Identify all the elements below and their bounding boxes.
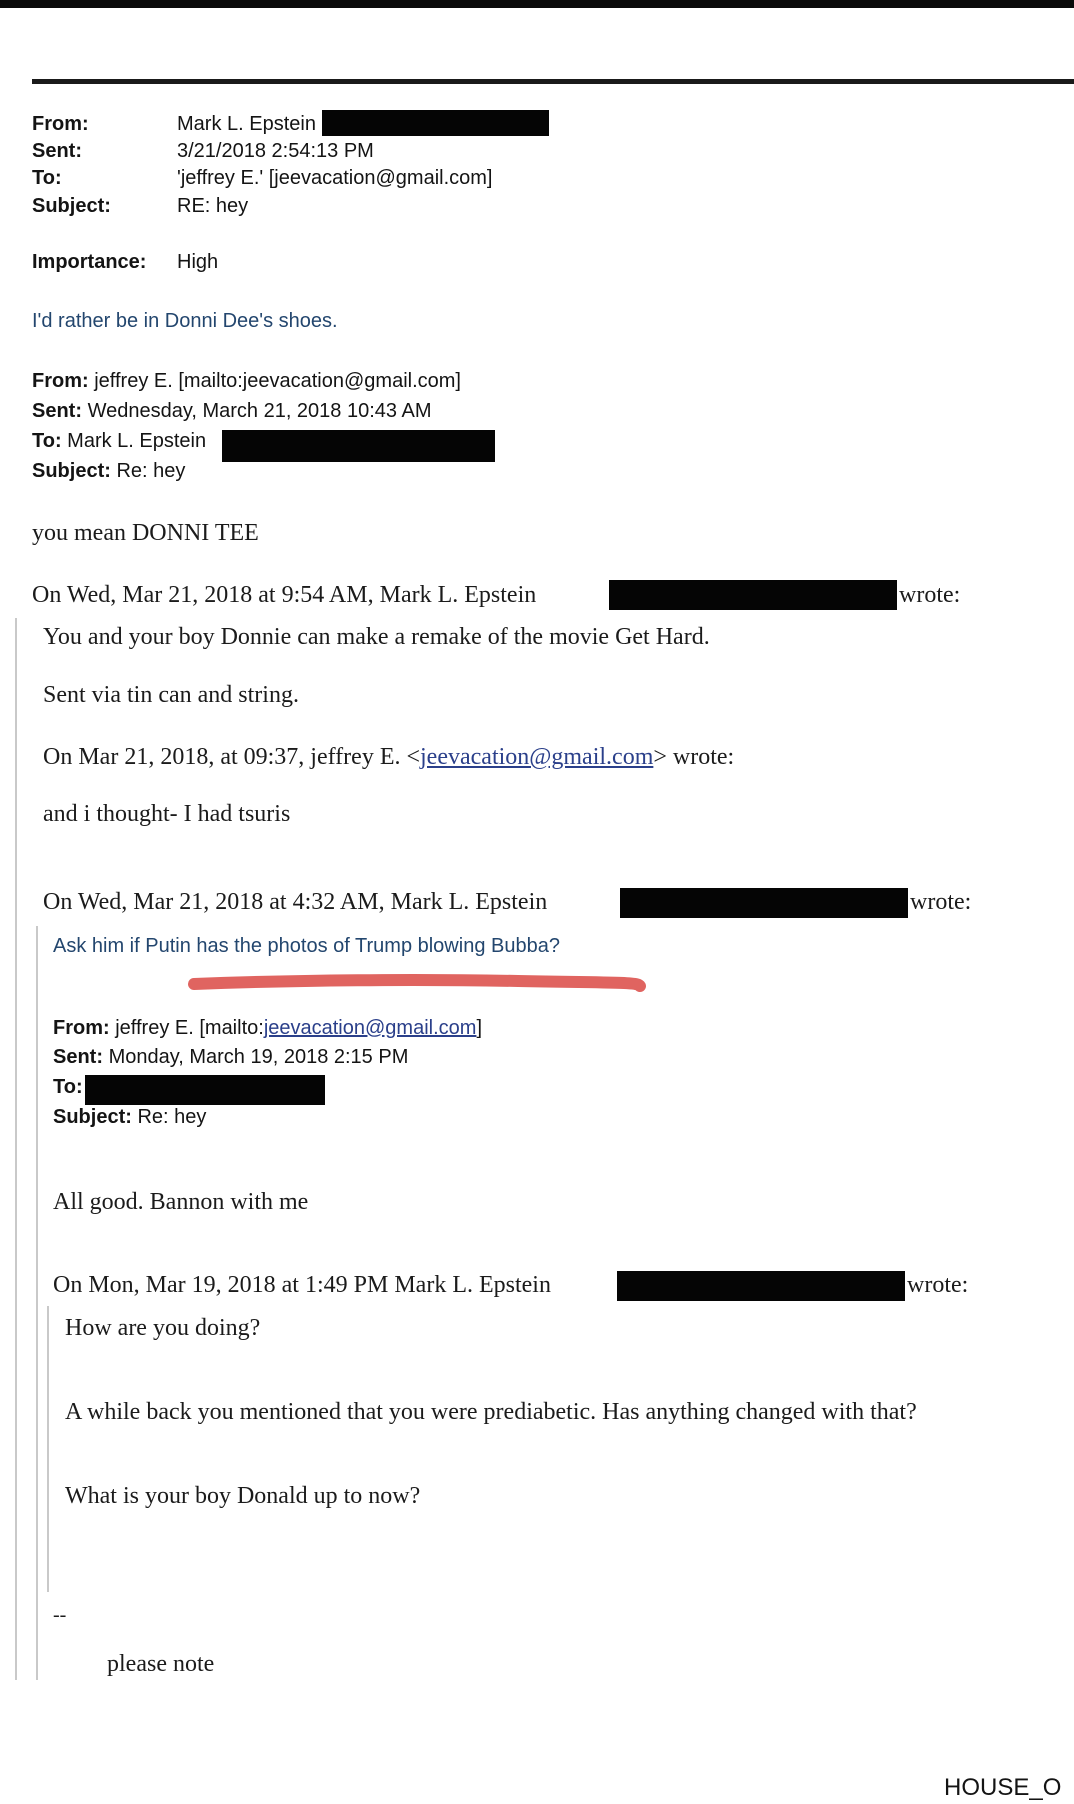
top-border bbox=[0, 0, 1074, 8]
quote-bar bbox=[15, 618, 17, 1680]
quoted2-subject-label: Subject: bbox=[53, 1106, 132, 1128]
bates-number: HOUSE_O bbox=[944, 1774, 1062, 1801]
quoted1-sent-line bbox=[32, 400, 431, 423]
redaction-bar bbox=[222, 430, 495, 462]
wrote2-line bbox=[43, 744, 734, 771]
quoted1-sent-label: Sent: bbox=[32, 400, 82, 422]
sent-label: Sent: bbox=[32, 140, 82, 162]
importance-label: Importance: bbox=[32, 251, 147, 273]
quoted1-from-label: From: bbox=[32, 370, 89, 392]
quoted2-from-suffix: ] bbox=[476, 1017, 482, 1039]
quoted1-subject-label: Subject: bbox=[32, 460, 111, 482]
redaction-bar bbox=[620, 888, 908, 918]
signature-dashes: -- bbox=[53, 1604, 67, 1626]
subject-label: Subject: bbox=[32, 195, 111, 217]
quote-bar bbox=[47, 1306, 49, 1592]
from-label: From: bbox=[32, 113, 89, 135]
quoted2-sent-line bbox=[53, 1046, 408, 1069]
quoted1-to-line bbox=[32, 430, 206, 453]
quoted1-from-value: jeffrey E. [mailto:jeevacation@gmail.com] bbox=[94, 370, 461, 392]
quoted2-from-prefix: jeffrey E. [mailto: bbox=[115, 1017, 264, 1039]
quoted2-from-label: From: bbox=[53, 1017, 110, 1039]
to-label: To: bbox=[32, 167, 62, 189]
redaction-bar bbox=[617, 1271, 905, 1301]
quoted1-sent-value: Wednesday, March 21, 2018 10:43 AM bbox=[87, 400, 432, 422]
wrote2-suffix: > wrote: bbox=[653, 744, 735, 770]
importance-value: High bbox=[177, 251, 219, 273]
to-value: 'jeffrey E.' [jeevacation@gmail.com] bbox=[177, 167, 493, 189]
quoted2-from-line bbox=[53, 1017, 482, 1040]
quoted2-body: All good. Bannon with me bbox=[53, 1189, 309, 1215]
quoted2-sent-label: Sent: bbox=[53, 1046, 103, 1068]
wrote3-prefix: On Wed, Mar 21, 2018 at 4:32 AM, Mark L. Epstein bbox=[43, 889, 548, 915]
msg3: Ask him if Putin has the photos of Trump blowing Bubba? bbox=[53, 935, 560, 957]
msg1: You and your boy Donnie can make a remake of the movie Get Hard. bbox=[43, 624, 710, 650]
quoted1-to-value: Mark L. Epstein bbox=[67, 430, 207, 452]
quoted1-to-label: To: bbox=[32, 430, 62, 452]
wrote3-suffix: wrote: bbox=[910, 889, 972, 915]
wrote4-prefix: On Mon, Mar 19, 2018 at 1:49 PM Mark L. Epstein bbox=[53, 1272, 551, 1298]
red-underline-mark bbox=[188, 970, 648, 998]
quoted1-subject-value: Re: hey bbox=[116, 460, 186, 482]
quoted1-subject-line bbox=[32, 460, 185, 483]
wrote1-suffix: wrote: bbox=[899, 582, 961, 608]
quoted1-from-line bbox=[32, 370, 461, 393]
wrote2-email-link[interactable]: jeevacation@gmail.com bbox=[420, 744, 654, 770]
reply-body: I'd rather be in Donni Dee's shoes. bbox=[32, 310, 338, 332]
quoted2-email-link[interactable]: jeevacation@gmail.com bbox=[263, 1017, 477, 1039]
thread2-line1: How are you doing? bbox=[65, 1315, 261, 1341]
quoted2-sent-value: Monday, March 19, 2018 2:15 PM bbox=[108, 1046, 409, 1068]
redaction-bar bbox=[609, 580, 897, 610]
wrote2-prefix: On Mar 21, 2018, at 09:37, jeffrey E. < bbox=[43, 744, 421, 770]
msg1-signature: Sent via tin can and string. bbox=[43, 682, 299, 708]
thread2-line3: What is your boy Donald up to now? bbox=[65, 1483, 421, 1509]
quoted2-subject-line bbox=[53, 1106, 206, 1129]
from-value: Mark L. Epstein bbox=[177, 113, 316, 135]
redaction-bar bbox=[322, 110, 549, 136]
msg2: and i thought- I had tsuris bbox=[43, 801, 291, 827]
quoted2-to-label: To: bbox=[53, 1076, 83, 1098]
quoted2-subject-value: Re: hey bbox=[137, 1106, 207, 1128]
quoted1-body: you mean DONNI TEE bbox=[32, 520, 259, 546]
closing-note: please note bbox=[107, 1651, 215, 1677]
thread2-line2: A while back you mentioned that you were prediabetic. Has anything changed with that? bbox=[65, 1399, 917, 1425]
header-divider bbox=[32, 79, 1074, 84]
wrote1-prefix: On Wed, Mar 21, 2018 at 9:54 AM, Mark L. Epstein bbox=[32, 582, 537, 608]
quote-bar bbox=[36, 926, 38, 1680]
redaction-bar bbox=[85, 1075, 325, 1105]
subject-value: RE: hey bbox=[177, 195, 249, 217]
wrote4-suffix: wrote: bbox=[907, 1272, 969, 1298]
sent-value: 3/21/2018 2:54:13 PM bbox=[177, 140, 374, 162]
